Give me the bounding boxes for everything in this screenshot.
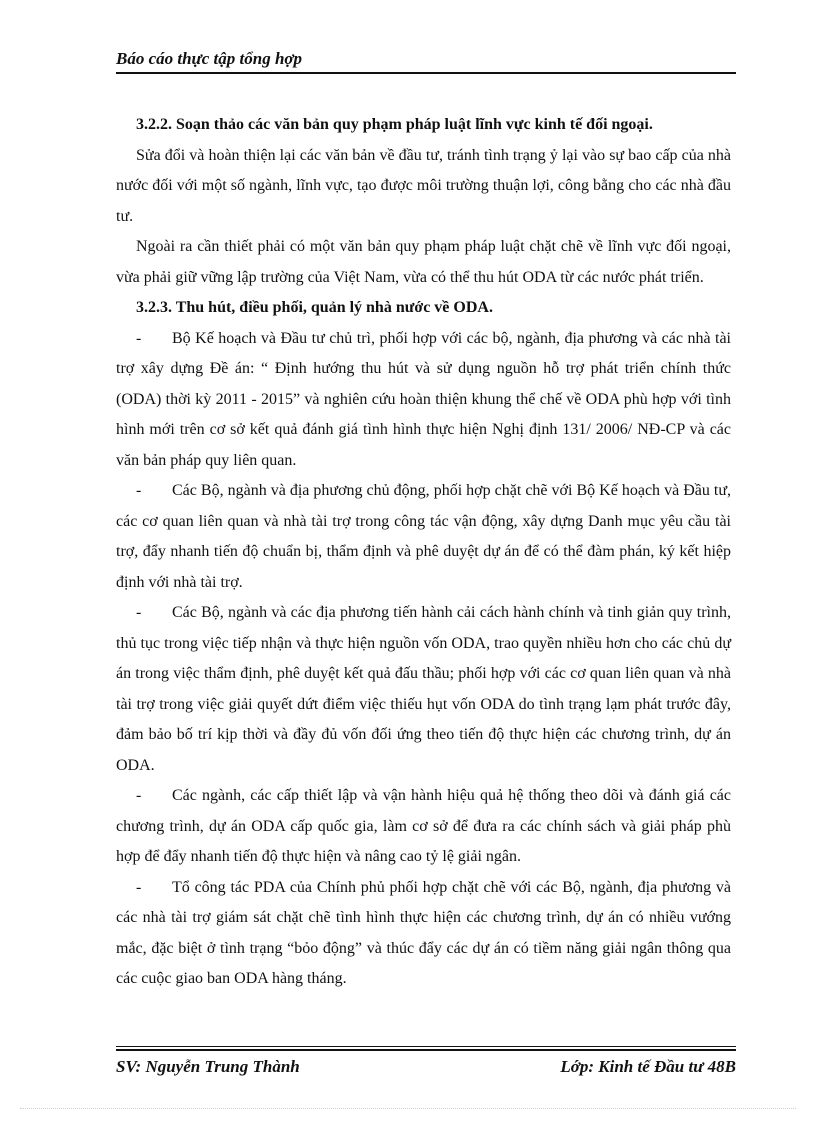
page-edge-divider	[20, 1108, 796, 1109]
footer-rule-thick	[116, 1049, 736, 1051]
bullet-text: Bộ Kế hoạch và Đầu tư chủ trì, phối hợp với các bộ, ngành, địa phương và các nhà tài trợ xây dựng Đề án: “ Định hướng thu hút và sử dụng nguồn hỗ trợ phát triển chính thức (ODA) thời kỳ 2011 - 2015” và nghiên cứu hoàn thiện khung thể chế về ODA phù hợp với tình hình mới trên cơ sở kết quả đánh giá tình hình thực hiện Nghị định 131/ 2006/ NĐ-CP và các văn bản pháp quy liên quan.	[116, 329, 731, 469]
bullet-text: Các Bộ, ngành và các địa phương tiến hành cải cách hành chính và tinh giản quy trình, thủ tục trong việc tiếp nhận và thực hiện nguồn vốn ODA, trao quyền nhiều hơn cho các chủ dự án trong việc thẩm định, phê duyệt kết quả đấu thầu; phối hợp với các cơ quan liên quan và nhà tài trợ trong việc giải quyết dứt điểm việc thiếu hụt vốn ODA do tình trạng lạm phát trước đây, đảm bảo bố trí kịp thời và đầy đủ vốn đối ứng theo tiến độ thực hiện các chương trình, dự án ODA.	[116, 604, 731, 774]
bullet-text: Các Bộ, ngành và địa phương chủ động, phối hợp chặt chẽ với Bộ Kế hoạch và Đầu tư, các cơ quan liên quan và nhà tài trợ trong công tác vận động, xây dựng Danh mục yêu cầu tài trợ, đẩy nhanh tiến độ chuẩn bị, thẩm định và phê duyệt dự án để có thể đàm phán, ký kết hiệp định với nhà tài trợ.	[116, 482, 731, 591]
page-footer	[116, 1046, 736, 1078]
section-heading-3-2-3: 3.2.3. Thu hút, điều phối, quản lý nhà nước về ODA.	[136, 299, 493, 316]
bullet-dash: -	[136, 878, 142, 896]
bullet-dash: -	[136, 604, 142, 621]
bullet-item	[116, 598, 731, 781]
footer-row	[116, 1056, 736, 1078]
bullet-text: Tổ công tác PDA của Chính phủ phối hợp chặt chẽ với các Bộ, ngành, địa phương và các nhà tài trợ giám sát chặt chẽ tình hình thực hiện các chương trình, dự án có nhiều vướng mắc, đặc biệt ở tình trạng “bỏo động” và thúc đẩy các dự án có tiềm năng giải ngân thông qua các cuộc giao ban ODA hàng tháng.	[116, 878, 731, 987]
footer-class: Lớp: Kinh tế Đầu tư 48B	[560, 1057, 736, 1076]
bullet-item	[116, 324, 731, 477]
page-header	[116, 48, 736, 74]
footer-student-name: SV: Nguyễn Trung Thành	[116, 1057, 300, 1076]
bullet-dash: -	[136, 787, 142, 804]
bullet-dash: -	[136, 482, 142, 499]
section-heading-3-2-2: 3.2.2. Soạn thảo các văn bản quy phạm pháp luật lĩnh vực kinh tế đối ngoại.	[136, 116, 653, 133]
header-title: Báo cáo thực tập tổng hợp	[116, 49, 303, 68]
header-rule	[116, 72, 736, 74]
bullet-text: Các ngành, các cấp thiết lập và vận hành hiệu quả hệ thống theo dõi và đánh giá các chương trình, dự án ODA cấp quốc gia, làm cơ sở để đưa ra các chính sách và giải pháp phù hợp để đẩy nhanh tiến độ thực hiện và nâng cao tỷ lệ giải ngân.	[116, 787, 731, 865]
paragraph-1: Sửa đổi và hoàn thiện lại các văn bản về đầu tư, tránh tình trạng ỷ lại vào sự bao cấp của nhà nước đối với một số ngành, lĩnh vực, tạo được môi trường thuận lợi, công bằng cho các nhà đầu tư.	[116, 146, 731, 225]
document-body	[116, 110, 731, 995]
bullet-item	[116, 781, 731, 873]
footer-rule-thin	[116, 1046, 736, 1047]
bullet-item	[116, 873, 731, 995]
bullet-item	[116, 476, 731, 598]
paragraph-2: Ngoài ra cần thiết phải có một văn bản quy phạm pháp luật chặt chẽ về lĩnh vực đối ngoại, vừa phải giữ vững lập trường của Việt Nam, vừa có thể thu hút ODA từ các nước phát triển.	[116, 238, 731, 286]
bullet-dash: -	[136, 329, 142, 347]
